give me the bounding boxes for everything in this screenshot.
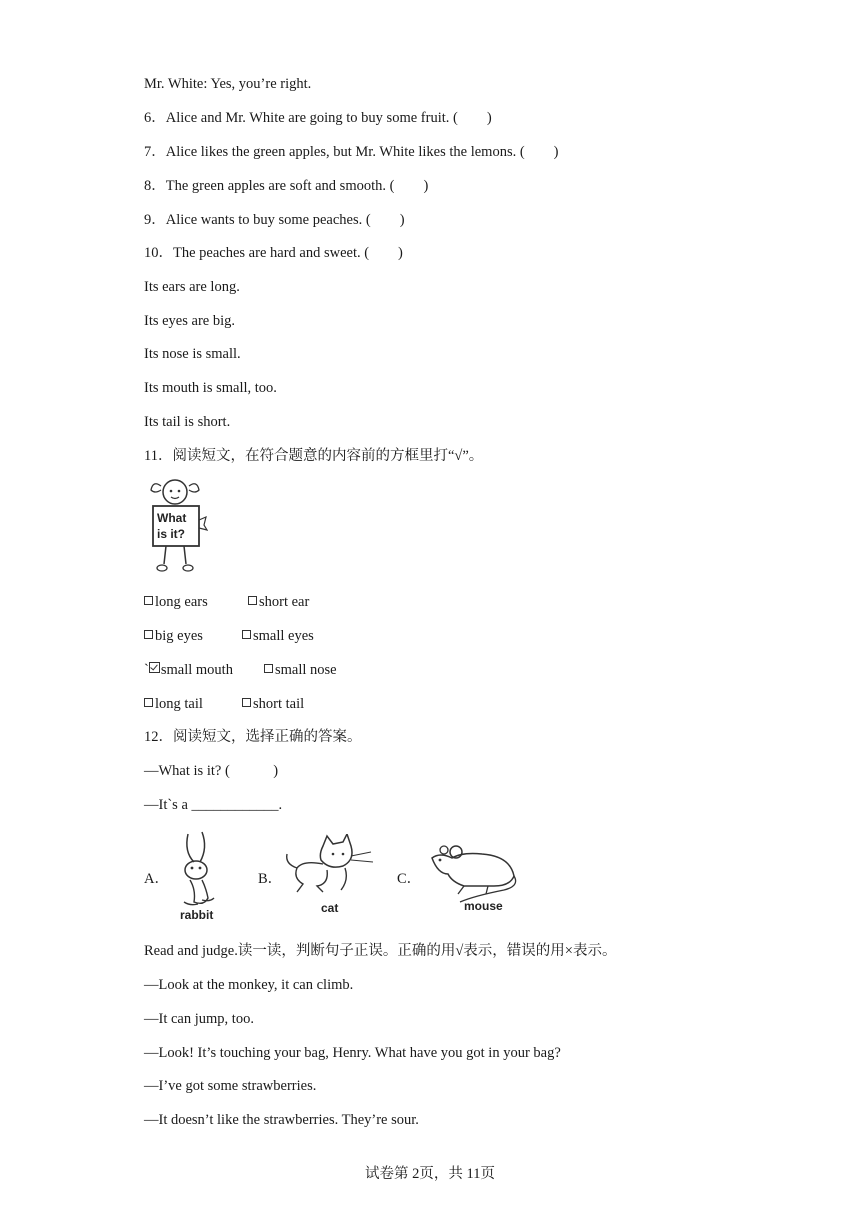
checkbox[interactable] <box>248 596 257 605</box>
option-label: long tail <box>155 696 203 712</box>
checkbox[interactable] <box>144 698 153 707</box>
sign-text-line1: What <box>157 511 187 525</box>
choice-b-letter[interactable]: B． <box>258 871 283 887</box>
option-short-ear[interactable] <box>248 593 309 611</box>
checkbox[interactable] <box>144 630 153 639</box>
dialogue-line: —Look! It’s touching your bag, Henry. What have you got in your bag? <box>144 1045 561 1061</box>
mouse-label: mouse <box>464 899 503 913</box>
checked-checkbox[interactable] <box>149 662 160 673</box>
option-long-ears[interactable] <box>144 593 208 611</box>
choice-a-letter[interactable]: A． <box>144 871 169 887</box>
question-6: 6．Alice and Mr. White are going to buy some fruit. ( ) <box>144 110 492 126</box>
passage-line: Its ears are long. <box>144 279 240 295</box>
girl-with-sign-image <box>144 476 208 576</box>
question-10: 10．The peaches are hard and sweet. ( ) <box>144 245 403 261</box>
mouse-image[interactable] <box>426 838 522 916</box>
passage-line: Its mouth is small, too. <box>144 380 277 396</box>
option-label: small nose <box>275 662 337 678</box>
page-footer: 试卷第 2页，共 11页 <box>365 1166 495 1182</box>
question-12-prompt: —What is it? ( ) <box>144 763 279 779</box>
option-big-eyes[interactable] <box>144 627 203 645</box>
option-small-eyes[interactable] <box>242 627 314 645</box>
option-long-tail[interactable] <box>144 695 203 713</box>
dialogue-line: —It can jump, too. <box>144 1011 254 1027</box>
option-label: big eyes <box>155 628 203 644</box>
choice-c-letter[interactable]: C． <box>397 871 422 887</box>
option-label: small eyes <box>253 628 314 644</box>
cat-label: cat <box>321 901 339 915</box>
option-label: long ears <box>155 594 208 610</box>
cat-image[interactable] <box>283 834 377 918</box>
question-7: 7．Alice likes the green apples, but Mr. White likes the lemons. ( ) <box>144 144 559 160</box>
rabbit-image[interactable] <box>170 830 230 924</box>
checkbox[interactable] <box>242 630 251 639</box>
sign-text-line2: is it? <box>157 527 186 541</box>
question-12-blank: —It`s a ____________. <box>144 797 283 813</box>
dialogue-line: —Look at the monkey, it can climb. <box>144 977 354 993</box>
dialogue-line: —I’ve got some strawberries. <box>144 1078 317 1094</box>
dialogue-line: —It doesn’t like the strawberries. They’re sour. <box>144 1112 419 1128</box>
stray-mark: ` <box>144 662 149 678</box>
option-label: short tail <box>253 696 305 712</box>
option-short-tail[interactable] <box>242 695 304 713</box>
option-label: short ear <box>259 594 310 610</box>
passage-line: Its tail is short. <box>144 414 231 430</box>
question-9: 9．Alice wants to buy some peaches. ( ) <box>144 212 405 228</box>
question-11: 11．阅读短文，在符合题意的内容前的方框里打“√”。 <box>144 448 484 464</box>
passage-line: Its eyes are big. <box>144 313 235 329</box>
passage-line: Its nose is small. <box>144 346 241 362</box>
option-label: small mouth <box>160 662 233 678</box>
question-12: 12．阅读短文，选择正确的答案。 <box>144 729 362 745</box>
dialogue-line: Mr. White: Yes, you’re right. <box>144 76 312 92</box>
rabbit-label: rabbit <box>180 908 214 922</box>
read-and-judge-heading: Read and judge.读一读，判断句子正误。正确的用√表示，错误的用×表示。 <box>144 943 617 959</box>
option-small-nose[interactable] <box>264 661 337 679</box>
checkbox[interactable] <box>144 596 153 605</box>
checkbox[interactable] <box>264 664 273 673</box>
option-small-mouth[interactable] <box>144 661 233 679</box>
checkbox[interactable] <box>242 698 251 707</box>
question-8: 8．The green apples are soft and smooth. ( ) <box>144 178 429 194</box>
